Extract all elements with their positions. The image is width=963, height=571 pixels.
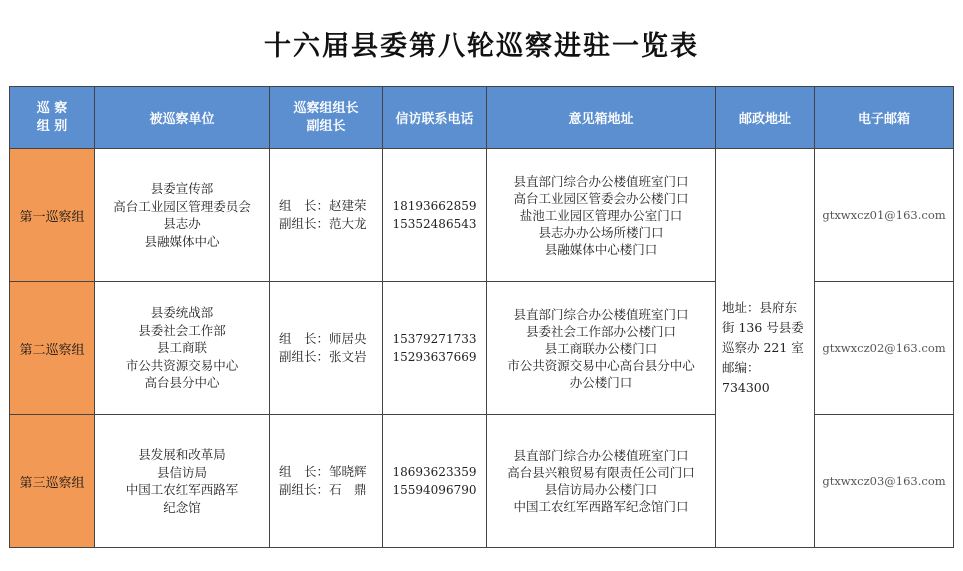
phone-number: 15594096790 [392,483,477,497]
mailbox-location: 盐池工业园区管理办公室门口 [519,207,683,223]
postal-line: 街 136 号县委 [722,320,804,335]
mailbox-location: 县直部门综合办公楼值班室门口 [513,306,689,322]
deputy-name: 副组长：石 鼎 [279,482,367,497]
phone-number: 15293637669 [392,350,477,364]
unit-line: 中国工农红军西路军 [125,482,239,497]
postal-line: 巡察办 221 室 [722,340,804,355]
mailbox-location: 高台工业园区管委会办公楼门口 [513,190,689,206]
mailbox-location: 县工商联办公楼门口 [544,340,658,356]
phone-cell [383,149,487,282]
deputy-name: 副组长：范大龙 [279,216,367,231]
header-unit: 被巡察单位 [95,87,270,149]
postal-line: 地址：县府东 [722,300,798,315]
mailbox-location: 县信访局办公楼门口 [544,482,658,497]
unit-line: 县融媒体中心 [144,233,220,249]
page-title: 十六届县委第八轮巡察进驻一览表 [264,31,699,62]
header-group: 巡 察 组 别 [10,87,95,149]
mailbox-location: 县直部门综合办公楼值班室门口 [513,448,689,463]
mailbox-location: 县志办办公场所楼门口 [538,224,664,240]
mailbox-cell [487,282,716,415]
postal-address-cell [716,149,815,548]
unit-cell [95,415,270,548]
phone-number: 15379271733 [392,332,477,346]
group-cell: 第一巡察组 [10,149,95,282]
group-cell: 第二巡察组 [10,282,95,415]
mailbox-location: 市公共资源交易中心高台县分中心 [507,357,695,373]
header-email: 电子邮箱 [815,87,954,149]
mailbox-location: 办公楼门口 [569,374,633,390]
phone-number: 15352486543 [392,217,477,231]
inspection-table [9,86,954,548]
unit-line: 县委社会工作部 [138,322,226,338]
mailbox-location: 县融媒体中心楼门口 [544,241,658,257]
leader-cell [270,415,383,548]
mailbox-location: 中国工农红军西路军纪念馆门口 [513,499,689,514]
unit-line: 县委统战部 [150,305,214,321]
mailbox-location: 县委社会工作部办公楼门口 [525,323,676,339]
unit-line: 高台县分中心 [144,375,220,391]
deputy-name: 副组长：张文岩 [279,349,367,364]
unit-cell [95,282,270,415]
leader-name: 组 长：师居央 [279,331,367,346]
unit-line: 纪念馆 [163,499,201,515]
table-row [10,149,954,282]
unit-line: 县工商联 [156,340,207,356]
phone-cell [383,415,487,548]
header-mailbox: 意见箱地址 [487,87,716,149]
mailbox-location: 县直部门综合办公楼值班室门口 [513,173,689,189]
postal-line: 邮编： 734300 [722,360,770,395]
header-postal: 邮政地址 [716,87,815,149]
phone-number: 18693623359 [392,465,477,479]
unit-cell [95,149,270,282]
leader-name: 组 长：邹晓辉 [279,464,367,479]
mailbox-cell [487,149,716,282]
mailbox-cell [487,415,716,548]
email-cell[interactable]: gtxwxcz01@163.com [815,149,954,282]
unit-line: 市公共资源交易中心 [125,357,239,373]
email-cell[interactable]: gtxwxcz02@163.com [815,282,954,415]
phone-cell [383,282,487,415]
email-cell[interactable]: gtxwxcz03@163.com [815,415,954,548]
header-row [10,87,954,149]
leader-name: 组 长：赵建荣 [279,198,367,213]
unit-line: 县信访局 [156,464,207,480]
group-cell: 第三巡察组 [10,415,95,548]
mailbox-location: 高台县兴粮贸易有限责任公司门口 [507,465,695,480]
leader-cell [270,149,383,282]
phone-number: 18193662859 [392,199,477,213]
unit-line: 县发展和改革局 [138,447,226,462]
header-phone: 信访联系电话 [383,87,487,149]
leader-cell [270,282,383,415]
unit-line: 县志办 [163,216,201,231]
unit-line: 县委宣传部 [150,181,214,196]
unit-line: 高台工业园区管理委员会 [113,198,251,214]
header-leader: 巡察组组长 副组长 [270,87,383,149]
